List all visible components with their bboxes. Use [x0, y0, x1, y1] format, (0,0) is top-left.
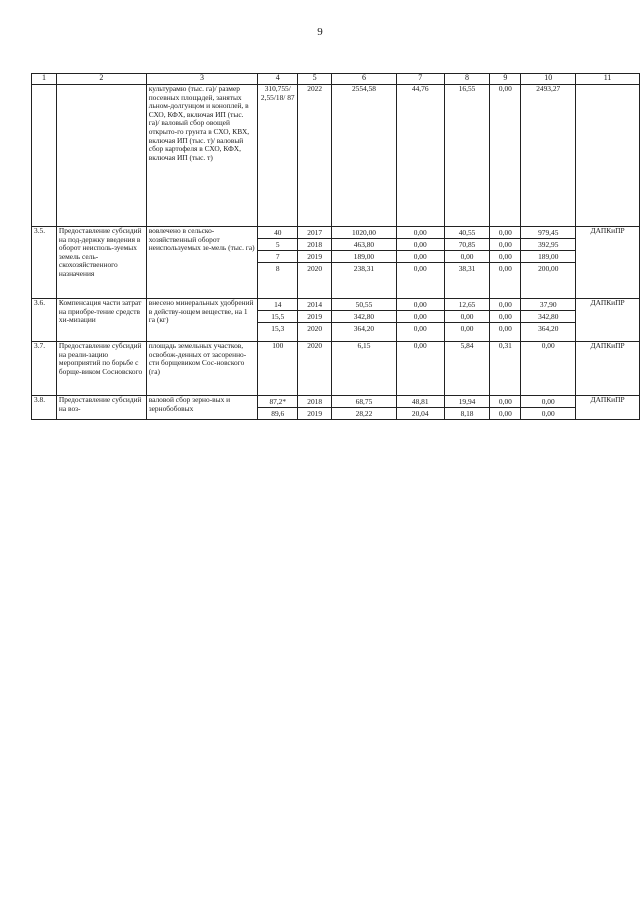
- year: 2018: [298, 239, 331, 251]
- header-cell: 7: [396, 74, 444, 85]
- amount-local: 0,00: [498, 409, 512, 418]
- amount-local: 0,00: [498, 264, 512, 273]
- row-number: 3.5.: [32, 227, 57, 299]
- year: 2022: [298, 85, 332, 227]
- header-cell: 11: [576, 74, 640, 85]
- header-cell: 3: [146, 74, 258, 85]
- indicator-value: 40: [258, 227, 297, 239]
- agency: [576, 85, 640, 227]
- measure-name: Предоставление субсидий на воз-: [56, 396, 146, 420]
- amount-local: 0,00: [490, 85, 521, 227]
- amount-regional: 5,84: [444, 342, 490, 396]
- amount-total: 189,00: [332, 251, 396, 263]
- indicator-description: площадь земельных участков, освобож-денных от засоренно-сти борщевиком Сос-новского (га): [146, 342, 258, 396]
- header-cell: 8: [444, 74, 490, 85]
- amount-federal: 0,00: [397, 299, 444, 311]
- amount-regional: 0,00: [445, 311, 490, 323]
- measure-name: Предоставление субсидий на под-держку введения в оборот неисполь-зуемых земель сель-скохозяйственного назначения: [56, 227, 146, 299]
- agency: ДАПКиПР: [576, 227, 640, 299]
- table-row: [32, 85, 640, 227]
- amount-regional: 38,31: [458, 264, 476, 273]
- amount-other: 189,00: [521, 251, 575, 263]
- amount-total: 2554,58: [332, 85, 397, 227]
- amount-regional: 19,94: [445, 396, 490, 408]
- header-row: [32, 74, 640, 85]
- indicator-value: 15,3: [271, 324, 285, 333]
- amount-federal: 0,00: [413, 264, 427, 273]
- amount-other: 979,45: [521, 227, 575, 239]
- amount-federal: 0,00: [397, 251, 444, 263]
- indicator-value: 100: [258, 342, 298, 396]
- row-number: [32, 85, 57, 227]
- table-row: [32, 227, 640, 299]
- amount-regional: 16,55: [444, 85, 490, 227]
- year: 2020: [298, 342, 332, 396]
- amount-regional: 0,00: [460, 324, 474, 333]
- header-cell: 5: [298, 74, 332, 85]
- amount-federal: 0,00: [413, 324, 427, 333]
- amount-federal: 44,76: [396, 85, 444, 227]
- amount-other: 37,90: [521, 299, 575, 311]
- amount-total: 364,20: [353, 324, 375, 333]
- indicator-description: валовой сбор зерно-вых и зернобобовых: [146, 396, 258, 420]
- amount-federal: 0,00: [397, 227, 444, 239]
- measure-name: Предоставление субсидий на реали-зацию мероприятий по борьбе с борще-виком Сосновского: [56, 342, 146, 396]
- amount-regional: 8,18: [460, 409, 474, 418]
- agency: ДАПКиПР: [576, 299, 640, 342]
- amount-federal: 0,00: [397, 239, 444, 251]
- program-table: [31, 73, 640, 420]
- amount-total: 1020,00: [332, 227, 396, 239]
- amount-federal: 48,81: [397, 396, 444, 408]
- year: 2019: [307, 409, 323, 418]
- year: 2019: [298, 311, 331, 323]
- amount-other: 364,20: [538, 324, 559, 333]
- year: 2019: [298, 251, 331, 263]
- amount-regional: 12,65: [445, 299, 490, 311]
- header-cell: 1: [32, 74, 57, 85]
- year: 2014: [298, 299, 331, 311]
- indicator-value: 310,755/ 2,55/18/ 87: [258, 85, 298, 227]
- year: 2018: [298, 396, 331, 408]
- header-cell: 4: [258, 74, 298, 85]
- amount-other: 0,00: [521, 342, 576, 396]
- amount-total: 463,80: [332, 239, 396, 251]
- amount-local: 0,00: [490, 396, 520, 408]
- amount-local: 0,00: [490, 251, 520, 263]
- indicator-description: вовлечено в сельско-хозяйственный оборот неиспользуемых зе-мель (тыс. га): [146, 227, 258, 299]
- amount-federal: 20,04: [411, 409, 429, 418]
- indicator-value: 14: [258, 299, 297, 311]
- year: 2017: [298, 227, 331, 239]
- measure-name: [56, 85, 146, 227]
- amount-local: 0,00: [490, 239, 520, 251]
- indicator-value: 7: [258, 251, 297, 263]
- amount-local: 0,31: [490, 342, 521, 396]
- indicator-value: 89,6: [271, 409, 285, 418]
- indicator-value: 87,2*: [258, 396, 297, 408]
- header-cell: 9: [490, 74, 521, 85]
- amount-other: 0,00: [541, 409, 555, 418]
- amount-other: 2493,27: [521, 85, 576, 227]
- row-number: 3.6.: [32, 299, 57, 342]
- header-cell: 10: [521, 74, 576, 85]
- amount-other: 342,80: [521, 311, 575, 323]
- amount-other: 0,00: [521, 396, 575, 408]
- amount-local: 0,00: [490, 227, 520, 239]
- year: 2020: [307, 264, 323, 273]
- indicator-value: 5: [258, 239, 297, 251]
- table-row: [32, 299, 640, 342]
- amount-total: 50,55: [332, 299, 396, 311]
- amount-local: 0,00: [498, 324, 512, 333]
- amount-federal: 0,00: [396, 342, 444, 396]
- amount-total: 238,31: [353, 264, 375, 273]
- header-cell: 6: [332, 74, 397, 85]
- measure-name: Компенсация части затрат на приобре-тение средств хи-мизации: [56, 299, 146, 342]
- amount-regional: 70,85: [445, 239, 490, 251]
- amount-total: 342,80: [332, 311, 396, 323]
- amount-regional: 40,55: [445, 227, 490, 239]
- amount-other: 392,95: [521, 239, 575, 251]
- amount-total: 28,22: [355, 409, 373, 418]
- table-row: [32, 342, 640, 396]
- page-number: 9: [317, 26, 323, 38]
- agency: ДАПКиПР: [576, 396, 640, 420]
- indicator-value: 8: [275, 264, 280, 273]
- amount-total: 6,15: [332, 342, 397, 396]
- indicator-value: 15,5: [258, 311, 297, 323]
- year: 2020: [307, 324, 323, 333]
- row-number: 3.8.: [32, 396, 57, 420]
- amount-total: 68,75: [332, 396, 396, 408]
- table-row: [32, 396, 640, 420]
- amount-federal: 0,00: [397, 311, 444, 323]
- header-cell: 2: [56, 74, 146, 85]
- indicator-description: внесено минеральных удобрений в действу-ющем веществе, на 1 га (кг): [146, 299, 258, 342]
- amount-local: 0,00: [490, 311, 520, 323]
- agency: ДАПКиПР: [576, 342, 640, 396]
- amount-regional: 0,00: [445, 251, 490, 263]
- indicator-description: культурамю (тыс. га)/ размер посевных площадей, занятых льном-долгунцом и коноплей, в СХО, КФХ, включая ИП (тыс. га)/ валовый сбор овощей открыто-го грунта в СХО, КВХ, включая ИП (тыс. т)/ валовый сбор картофеля в СХО, КФХ, включая ИП (тыс. т): [146, 85, 258, 227]
- row-number: 3.7.: [32, 342, 57, 396]
- amount-local: 0,00: [490, 299, 520, 311]
- amount-other: 200,00: [538, 264, 559, 273]
